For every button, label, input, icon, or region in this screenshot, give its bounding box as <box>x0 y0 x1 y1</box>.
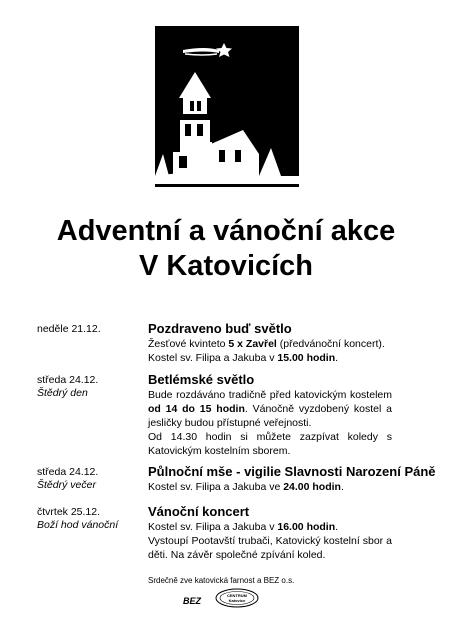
event-title: Půlnoční mše - vigilie Slavnosti Narození Páně <box>148 464 436 479</box>
centrum-logo-text <box>222 593 252 603</box>
centrum-logo-top: CENTRUM <box>227 593 247 598</box>
event-date: středa 24.12. <box>37 466 99 478</box>
event-title: Betlémské světlo <box>148 372 255 387</box>
church-comet-illustration <box>155 26 299 187</box>
title-line-2: V Katovicích <box>138 250 314 282</box>
event-title: Vánoční koncert <box>148 504 250 519</box>
church-tower-icon <box>155 26 299 187</box>
bez-logo: BEZ <box>183 596 201 606</box>
event-title: Pozdraveno buď světlo <box>148 321 292 336</box>
centrum-logo-bottom: Katovice <box>228 598 246 603</box>
event-description: Kostel sv. Filipa a Jakuba v 16.00 hodin. Vystoupí Pootavští trubači, Katovický kostelní sbor a děti. Na závěr společné zpívání koled. <box>148 521 392 561</box>
event-date: neděle 21.12. <box>37 323 101 335</box>
event-date: čtvrtek 25.12. <box>37 506 101 518</box>
event-description: Kostel sv. Filipa a Jakuba ve 24.00 hodin. <box>148 481 344 493</box>
event-date: středa 24.12. <box>37 374 99 386</box>
event-description: Žesťové kvinteto 5 x Zavřel (předvánoční koncert). Kostel sv. Filipa a Jakuba v 15.00 hodin. <box>148 338 385 364</box>
event-day-name: Štědrý večer <box>37 479 96 491</box>
page-title <box>0 214 452 284</box>
event-description: Bude rozdáváno tradičně před katovickým kostelem od 14 do 15 hodin. Vánočně vyzdobený kostel a jesličky budou přístupné veřejnosti. Od 14.30 hodin si můžete zazpívat koledy s Katovickým kostelním sborem. <box>148 389 392 457</box>
event-day-name: Boží hod vánoční <box>37 519 119 531</box>
footer-invitation: Srdečně zve katovická farnost a BEZ o.s. <box>148 576 295 585</box>
title-line-1: Adventní a vánoční akce <box>56 215 396 247</box>
event-day-name: Štědrý den <box>37 387 88 399</box>
